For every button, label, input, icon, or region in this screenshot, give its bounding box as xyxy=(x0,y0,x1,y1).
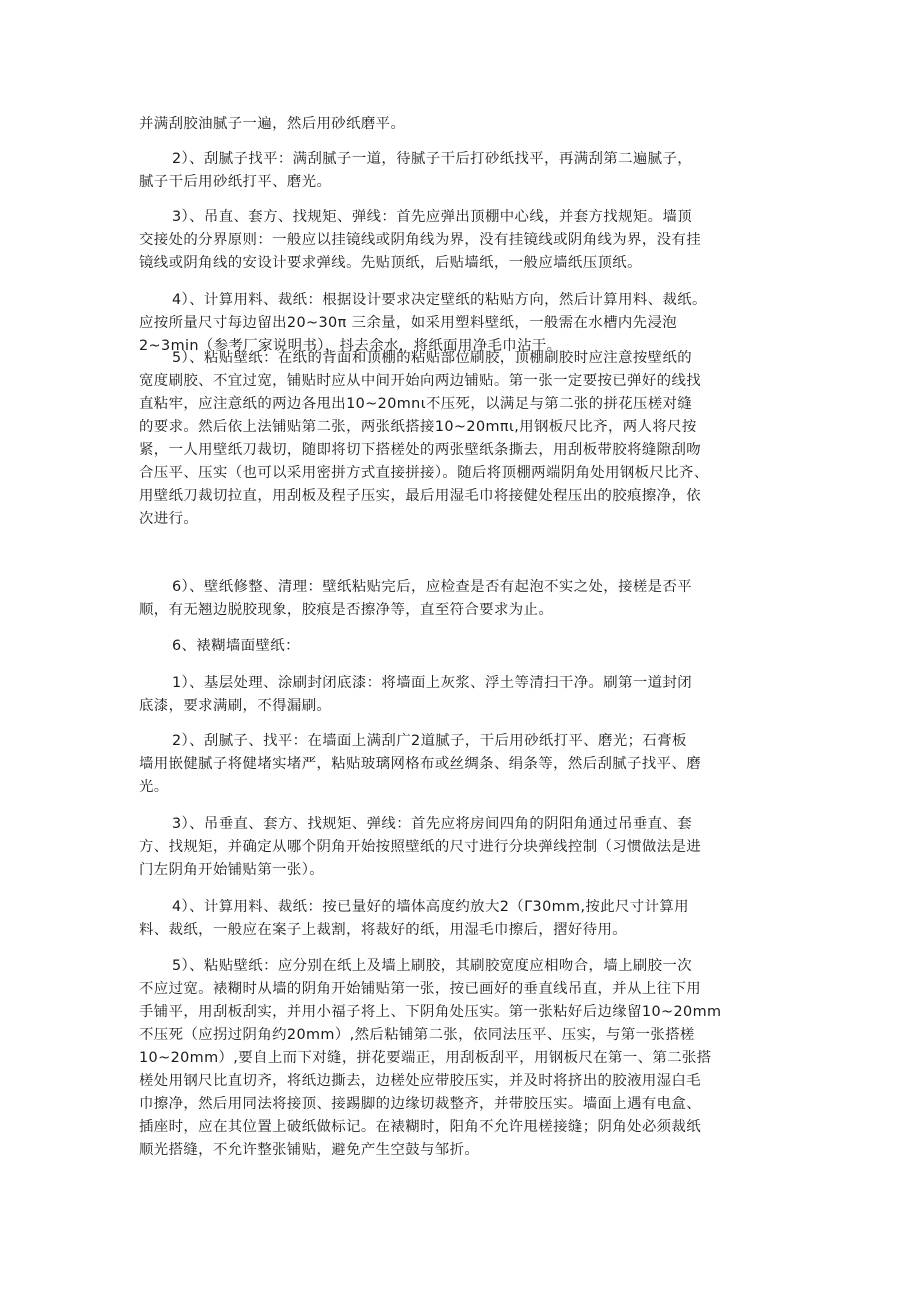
text-line: 的要求。然后依上法铺贴第二张，两张纸搭接10~20mπι,用钢板尺比齐，两人将尺按 xyxy=(139,419,697,435)
paragraph-wall-step-4-cutting xyxy=(139,896,789,942)
text-line: 巾擦净，然后用同法将接顶、接踢脚的边缘切裁整齐，并带胶压实。墙面上遇有电盒、 xyxy=(139,1096,702,1112)
text-line: 料、裁纸，一般应在案子上裁割，将裁好的纸，用湿毛巾擦后，摺好待用。 xyxy=(139,922,628,938)
text-line: 5）、粘贴壁纸：应分别在纸上及墙上刷胶，其刷胶宽度应相吻合，墙上刷胶一次 xyxy=(172,958,693,974)
text-line: 宽度刷胶、不宜过宽，铺贴时应从中间开始向两边铺贴。第一张一定要按已弹好的线找 xyxy=(139,373,702,389)
section-heading-wall-wallpaper xyxy=(139,635,789,658)
text-line: 4）、计算用料、裁纸：按已量好的墙体高度约放大2（Γ30mm,按此尺寸计算用 xyxy=(172,899,689,915)
text-line: 光。 xyxy=(139,779,169,795)
text-line: 腻子干后用砂纸打平、磨光。 xyxy=(139,174,332,190)
text-line: 槎处用钢尺比直切齐，将纸边撕去，边槎处应带胶压实，并及时将挤出的胶液用湿白毛 xyxy=(139,1073,702,1089)
paragraph-step-5-pasting xyxy=(139,347,789,531)
text-line: 6、裱糊墙面壁纸： xyxy=(172,638,300,654)
paragraph-continuation xyxy=(139,113,789,136)
text-line: 不应过宽。裱糊时从墙的阴角开始铺贴第一张，按已画好的垂直线吊直，并从上往下用 xyxy=(139,981,702,997)
paragraph-wall-step-1-base xyxy=(139,672,789,718)
paragraph-wall-step-5-pasting xyxy=(139,955,789,1162)
paragraph-step-6-cleanup xyxy=(139,576,789,622)
text-line: 门左阴角开始铺贴第一张）。 xyxy=(139,862,325,878)
paragraph-step-3-alignment xyxy=(139,206,789,275)
text-line: 2）、刮腻子找平：满刮腻子一道，待腻子干后打砂纸找平，再满刮第二遍腻子， xyxy=(172,151,693,167)
text-line: 墙用嵌健腻子将健堵实堵严，粘贴玻璃网格布或丝绸条、绢条等，然后刮腻子找平、磨 xyxy=(139,756,702,772)
text-line: 10~20mm）,要自上而下对缝，拼花要端正，用刮板刮平，用钢板尺在第一、第二张搭 xyxy=(139,1050,712,1066)
text-line: 1）、基层处理、涂刷封闭底漆：将墙面上灰浆、浮土等清扫干净。刷第一道封闭 xyxy=(172,675,693,691)
text-line: 2~3min（参考厂家说明书），抖去余水，将纸面用净毛巾沾干。 xyxy=(139,338,562,354)
text-line: 3）、吊垂直、套方、找规矩、弹线：首先应将房间四角的阴阳角通过吊垂直、套 xyxy=(172,816,693,832)
paragraph-step-2-putty-leveling xyxy=(139,148,789,194)
text-line: 4）、计算用料、裁纸：根据设计要求决定壁纸的粘贴方向，然后计算用料、裁纸。 xyxy=(172,292,707,308)
text-line: 3）、吊直、套方、找规矩、弹线：首先应弹出顶棚中心线，并套方找规矩。墙顶 xyxy=(172,209,693,225)
text-line: 不压死（应拐过阴角约20mm）,然后粘铺第二张，依同法压平、压实，与第一张搭槎 xyxy=(139,1027,695,1043)
paragraph-wall-step-3-alignment xyxy=(139,813,789,882)
text-line: 交接处的分界原则：一般应以挂镜线或阴角线为界，没有挂镜线或阴角线为界，没有挂 xyxy=(139,232,702,248)
paragraph-wall-step-2-putty xyxy=(139,730,789,799)
text-line: 紧，一人用壁纸刀裁切，随即将切下搭槎处的两张壁纸条撕去，用刮板带胶将缝隙刮吻 xyxy=(139,442,702,458)
text-line: 6）、壁纸修整、清理：壁纸粘贴完后，应检查是否有起泡不实之处，接槎是否平 xyxy=(172,579,693,595)
text-line: 底漆，要求满刷，不得漏刷。 xyxy=(139,698,332,714)
text-line: 顺光搭缝，不允许整张铺贴，避免产生空鼓与邹折。 xyxy=(139,1142,480,1158)
text-line: 用壁纸刀裁切拉直，用刮板及程子压实，最后用湿毛巾将接健处程压出的胶痕擦净，依 xyxy=(139,488,702,504)
text-line: 合压平、压实（也可以采用密拼方式直接拼接）。随后将顶棚两端阴角处用钢板尺比齐、 xyxy=(139,465,709,481)
text-line: 手铺平，用刮板刮实，并用小福子将上、下阴角处压实。第一张粘好后边缘留10~20mm xyxy=(139,1004,722,1020)
text-line: 并满刮胶油腻子一遍，然后用砂纸磨平。 xyxy=(139,116,406,132)
text-line: 应按所量尺寸每边留出20~30π 三余量，如采用塑料壁纸，一般需在水槽内先浸泡 xyxy=(139,315,678,331)
text-line: 方、找规矩，并确定从哪个阴角开始按照壁纸的尺寸进行分块弹线控制（习惯做法是进 xyxy=(139,839,702,855)
text-line: 顺，有无翘边脱胶现象，胶痕是否擦净等，直至符合要求为止。 xyxy=(139,602,554,618)
text-line: 插座时，应在其位置上破纸做标记。在裱糊时，阳角不允许甩槎接缝；阴角处必须裁纸 xyxy=(139,1119,702,1135)
text-line: 镜线或阴角线的安设计要求弹线。先贴顶纸，后贴墙纸，一般应墙纸压顶纸。 xyxy=(139,255,642,271)
text-line: 直粘牢，应注意纸的两边各甩出10~20mnι不压死，以满足与第二张的拼花压槎对缝 xyxy=(139,396,693,412)
text-line: 5）、粘贴壁纸：在纸的背面和顶棚的粘贴部位刷胶，顶棚刷胶时应注意按壁纸的 xyxy=(172,350,693,366)
text-line: 次进行。 xyxy=(139,511,199,527)
text-line: 2）、刮腻子、找平：在墙面上满刮广2道腻子，干后用砂纸打平、磨光；石膏板 xyxy=(172,733,687,749)
